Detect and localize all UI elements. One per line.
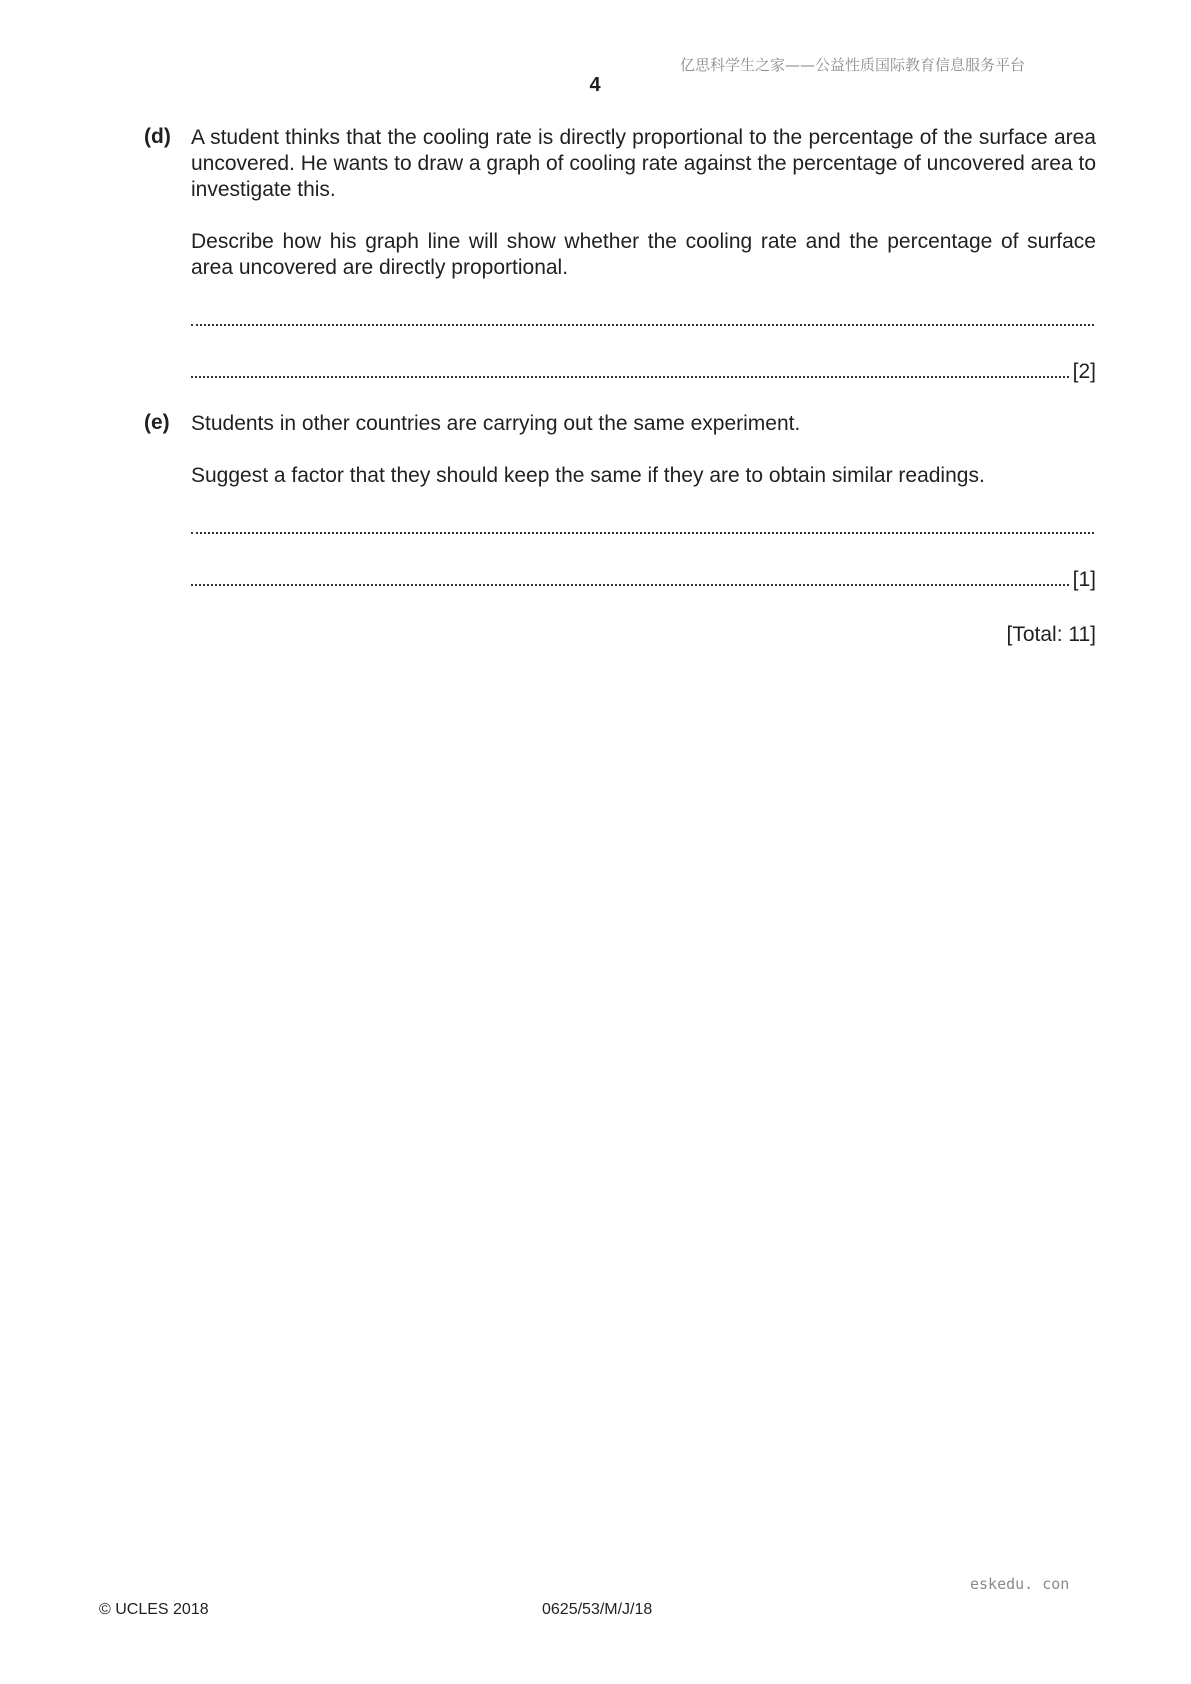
question-e-mark: [1]	[1072, 568, 1096, 591]
question-d-label: (d)	[144, 125, 171, 148]
question-e-paragraph-2: Suggest a factor that they should keep the same if they are to obtain similar readings.	[191, 464, 985, 487]
question-e-paragraph-1: Students in other countries are carrying out the same experiment.	[191, 412, 801, 435]
footer-copyright: © UCLES 2018	[99, 1601, 209, 1618]
question-e-answer-line-1[interactable]	[191, 515, 1096, 541]
page-number: 4	[589, 74, 601, 96]
question-e-answer-line-2[interactable]	[191, 567, 1096, 593]
question-d-paragraph-1: A student thinks that the cooling rate is directly proportional to the percentage of the surface area uncovered. He wants to draw a graph of cooling rate against the percentage of uncovered area to investigate this.	[191, 126, 1096, 201]
header-watermark: 亿思科学生之家——公益性质国际教育信息服务平台	[680, 56, 1026, 74]
question-d-answer-line-2[interactable]	[191, 359, 1096, 385]
question-d-paragraph-2: Describe how his graph line will show whether the cooling rate and the percentage of surface area uncovered are directly proportional.	[191, 230, 1096, 279]
footer-watermark: eskedu. con	[970, 1575, 1070, 1593]
question-d-answer-line-1[interactable]	[191, 307, 1096, 333]
total-marks: [Total: 11]	[1006, 623, 1096, 646]
question-e-label: (e)	[144, 411, 170, 434]
question-d-mark: [2]	[1072, 360, 1096, 383]
footer-paper-code: 0625/53/M/J/18	[542, 1601, 653, 1618]
